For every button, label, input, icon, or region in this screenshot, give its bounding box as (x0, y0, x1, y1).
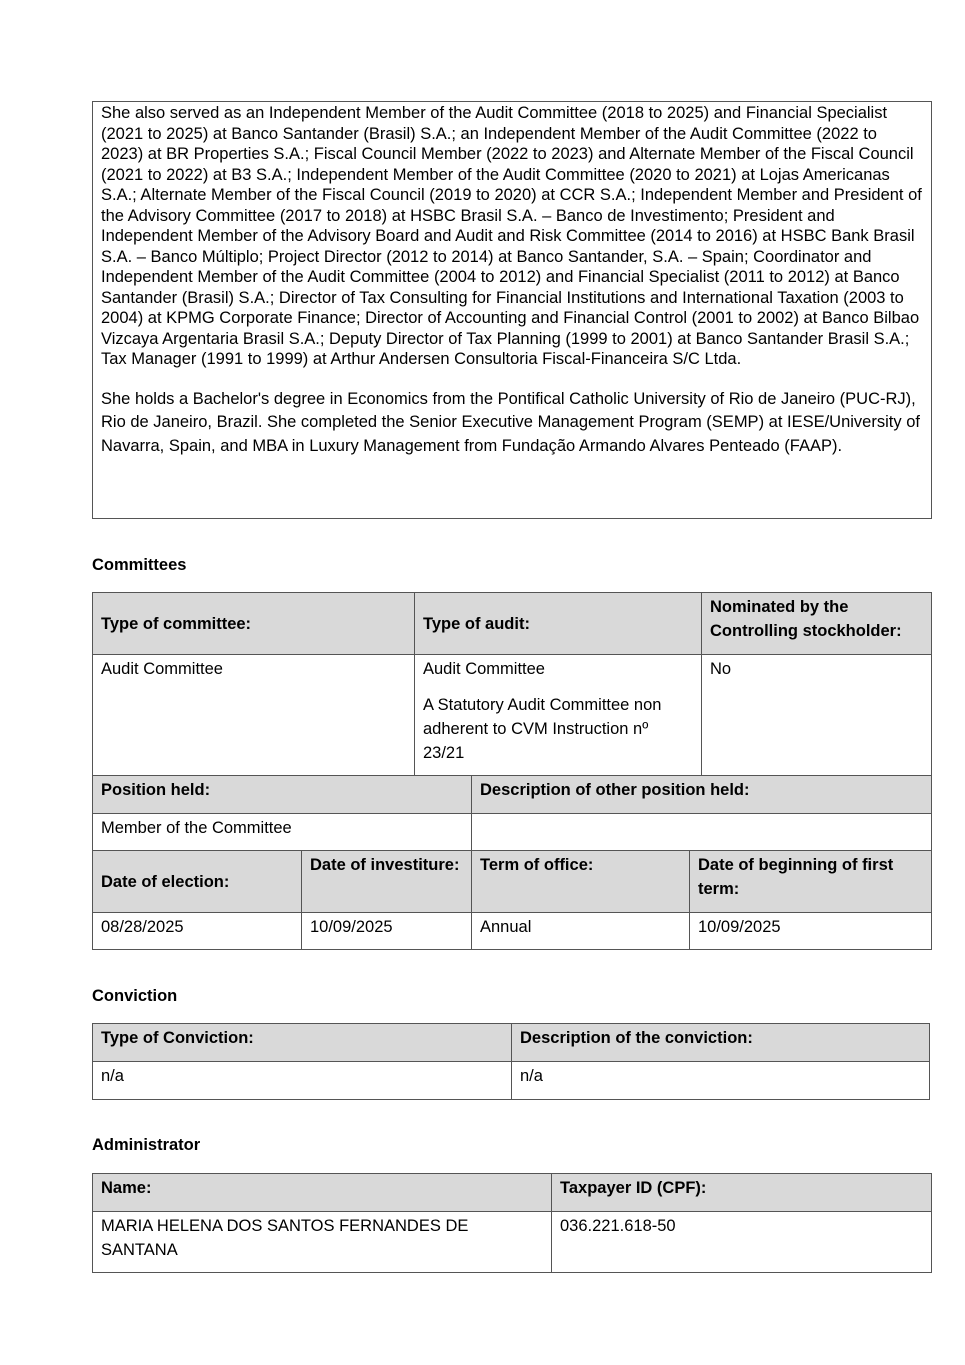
date-of-investiture-header: Date of investiture: (301, 850, 472, 913)
date-first-term-value: 10/09/2025 (689, 912, 932, 950)
date-first-term-header: Date of beginning of first term: (689, 850, 932, 913)
type-of-audit-value: Audit Committee (423, 660, 545, 678)
position-held-value: Member of the Committee (92, 813, 472, 851)
term-of-office-header: Term of office: (471, 850, 690, 913)
position-held-header: Position held: (92, 775, 472, 814)
administrator-name-value: MARIA HELENA DOS SANTOS FERNANDES DE SANTANA (92, 1211, 552, 1273)
nominated-header: Nominated by the Controlling stockholder: (701, 592, 932, 655)
biography-paragraph-education: She holds a Bachelor's degree in Economics from the Pontifical Catholic University of Rio de Janeiro (PUC-RJ), Rio de Janeiro, Brazil. She completed the Senior Executive Management Program (SEMP) at IESE/University of Navarra, Spain, and MBA in Luxury Management from Fundação Armando Alvares Penteado (FAAP). (101, 389, 920, 455)
other-position-header: Description of other position held: (471, 775, 932, 814)
date-of-election-header: Date of election: (92, 850, 302, 913)
conviction-type-header: Type of Conviction: (92, 1023, 512, 1062)
administrator-taxpayer-header: Taxpayer ID (CPF): (551, 1173, 932, 1212)
administrator-taxpayer-value: 036.221.618-50 (551, 1211, 932, 1273)
nominated-value: No (701, 654, 932, 776)
type-of-committee-header: Type of committee: (92, 592, 415, 655)
conviction-type-value: n/a (92, 1061, 512, 1100)
type-of-audit-cell (414, 654, 702, 776)
date-of-election-value: 08/28/2025 (92, 912, 302, 950)
type-of-committee-value: Audit Committee (92, 654, 415, 776)
biography-box (92, 101, 932, 519)
committees-heading: Committees (92, 556, 187, 574)
conviction-description-header: Description of the conviction: (511, 1023, 930, 1062)
administrator-heading: Administrator (92, 1136, 201, 1154)
type-of-audit-header: Type of audit: (414, 592, 702, 655)
term-of-office-value: Annual (471, 912, 690, 950)
type-of-audit-note: A Statutory Audit Committee non adherent to CVM Instruction nº 23/21 (423, 696, 662, 762)
conviction-heading: Conviction (92, 987, 178, 1005)
other-position-value (471, 813, 932, 851)
biography-paragraph-experience: She also served as an Independent Member of the Audit Committee (2018 to 2025) and Financial Specialist (2021 to 2025) at Banco Santander (Brasil) S.A.; an Independent Member of the Audit Committee (2022 to 2023) at BR Properties S.A.; Fiscal Council Member (2022 to 2023) and Alternate Member of the Fiscal Council (2021 to 2022) at B3 S.A.; Independent Member of the Audit Committee (2020 to 2021) at Lojas Americanas S.A.; Alternate Member of the Fiscal Council (2019 to 2020) at CCR S.A.; Independent Member and President of the Advisory Committee (2017 to 2018) at HSBC Brasil S.A. – Banco de Investimento; President and Independent Member of the Advisory Board and Audit and Risk Committee (2014 to 2016) at HSBC Bank Brasil S.A. – Banco Múltiplo; Project Director (2012 to 2014) at Banco Santander, S.A. – Spain; Coordinator and Independent Member of the Audit Committee (2004 to 2012) and Financial Specialist (2011 to 2012) at Banco Santander (Brasil) S.A.; Director of Tax Consulting for Financial Institutions and International Taxation (2003 to 2004) at KPMG Corporate Finance; Director of Accounting and Financial Control (2001 to 2002) at Banco Bilbao Vizcaya Argentaria Brasil S.A.; Deputy Director of Tax Planning (1999 to 2001) at Banco Santander Brasil S.A.; Tax Manager (1991 to 1999) at Arthur Andersen Consultoria Fiscal-Financeira S/C Ltda. (101, 104, 922, 368)
administrator-name-header: Name: (92, 1173, 552, 1212)
date-of-investiture-value: 10/09/2025 (301, 912, 472, 950)
conviction-description-value: n/a (511, 1061, 930, 1100)
